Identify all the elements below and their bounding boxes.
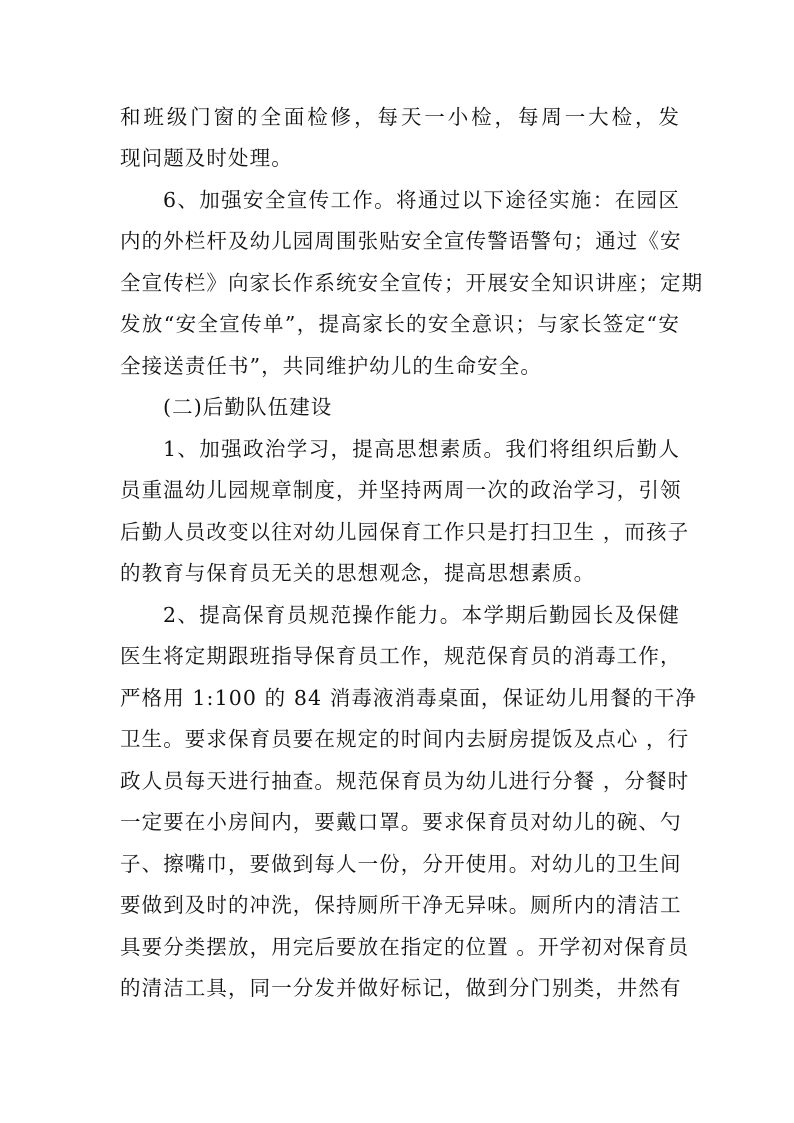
text-line: 2、提高保育员规范操作能力。本学期后勤园长及保健 bbox=[163, 603, 680, 627]
text-line: 1、加强政治学习，提高思想素质。我们将组织后勤人 bbox=[163, 437, 680, 461]
text-line: 一定要在小房间内，要戴口罩。要求保育员对幼儿的碗、勺 bbox=[120, 810, 682, 834]
text-line: 和班级门窗的全面检修，每天一小检，每周一大检，发 bbox=[120, 105, 680, 129]
text-line: 发放“安全宣传单”，提高家长的安全意识；与家长签定“安 bbox=[120, 312, 680, 336]
text-line: 全宣传栏》向家长作系统安全宣传；开展安全知识讲座；定期 bbox=[120, 271, 704, 295]
text-line: 严格用 1:100 的 84 消毒液消毒桌面，保证幼儿用餐的干净 bbox=[120, 686, 697, 710]
text-line: 子、擦嘴巾，要做到每人一份，分开使用。对幼儿的卫生间 bbox=[120, 852, 682, 876]
text-line: 全接送责任书”，共同维护幼儿的生命安全。 bbox=[120, 354, 542, 378]
text-line: 政人员每天进行抽查。规范保育员为幼儿进行分餐 ，分餐时 bbox=[120, 769, 690, 793]
text-line: 要做到及时的冲洗，保持厕所干净无异味。厕所内的清洁工 bbox=[120, 893, 682, 917]
text-line: 内的外栏杆及幼儿园周围张贴安全宣传警语警句；通过《安 bbox=[120, 229, 682, 253]
text-line: 6、加强安全宣传工作。将通过以下途径实施：在园区 bbox=[163, 188, 680, 212]
section-heading: (二)后勤队伍建设 bbox=[163, 395, 333, 419]
text-line: 的清洁工具，同一分发并做好标记，做到分门别类，井然有 bbox=[120, 976, 682, 1000]
text-line: 具要分类摆放，用完后要放在指定的位置 。开学初对保育员 bbox=[120, 935, 690, 959]
text-line: 医生将定期跟班指导保育员工作，规范保育员的消毒工作， bbox=[120, 644, 682, 668]
text-line: 的教育与保育员无关的思想观念，提高思想素质。 bbox=[120, 561, 596, 585]
text-line: 员重温幼儿园规章制度，并坚持两周一次的政治学习，引领 bbox=[120, 478, 682, 502]
text-line: 后勤人员改变以往对幼儿园保育工作只是打扫卫生 ，而孩子 bbox=[120, 520, 690, 544]
text-line: 现问题及时处理。 bbox=[120, 146, 293, 170]
text-line: 卫生。要求保育员要在规定的时间内去厨房提饭及点心 ，行 bbox=[120, 727, 690, 751]
